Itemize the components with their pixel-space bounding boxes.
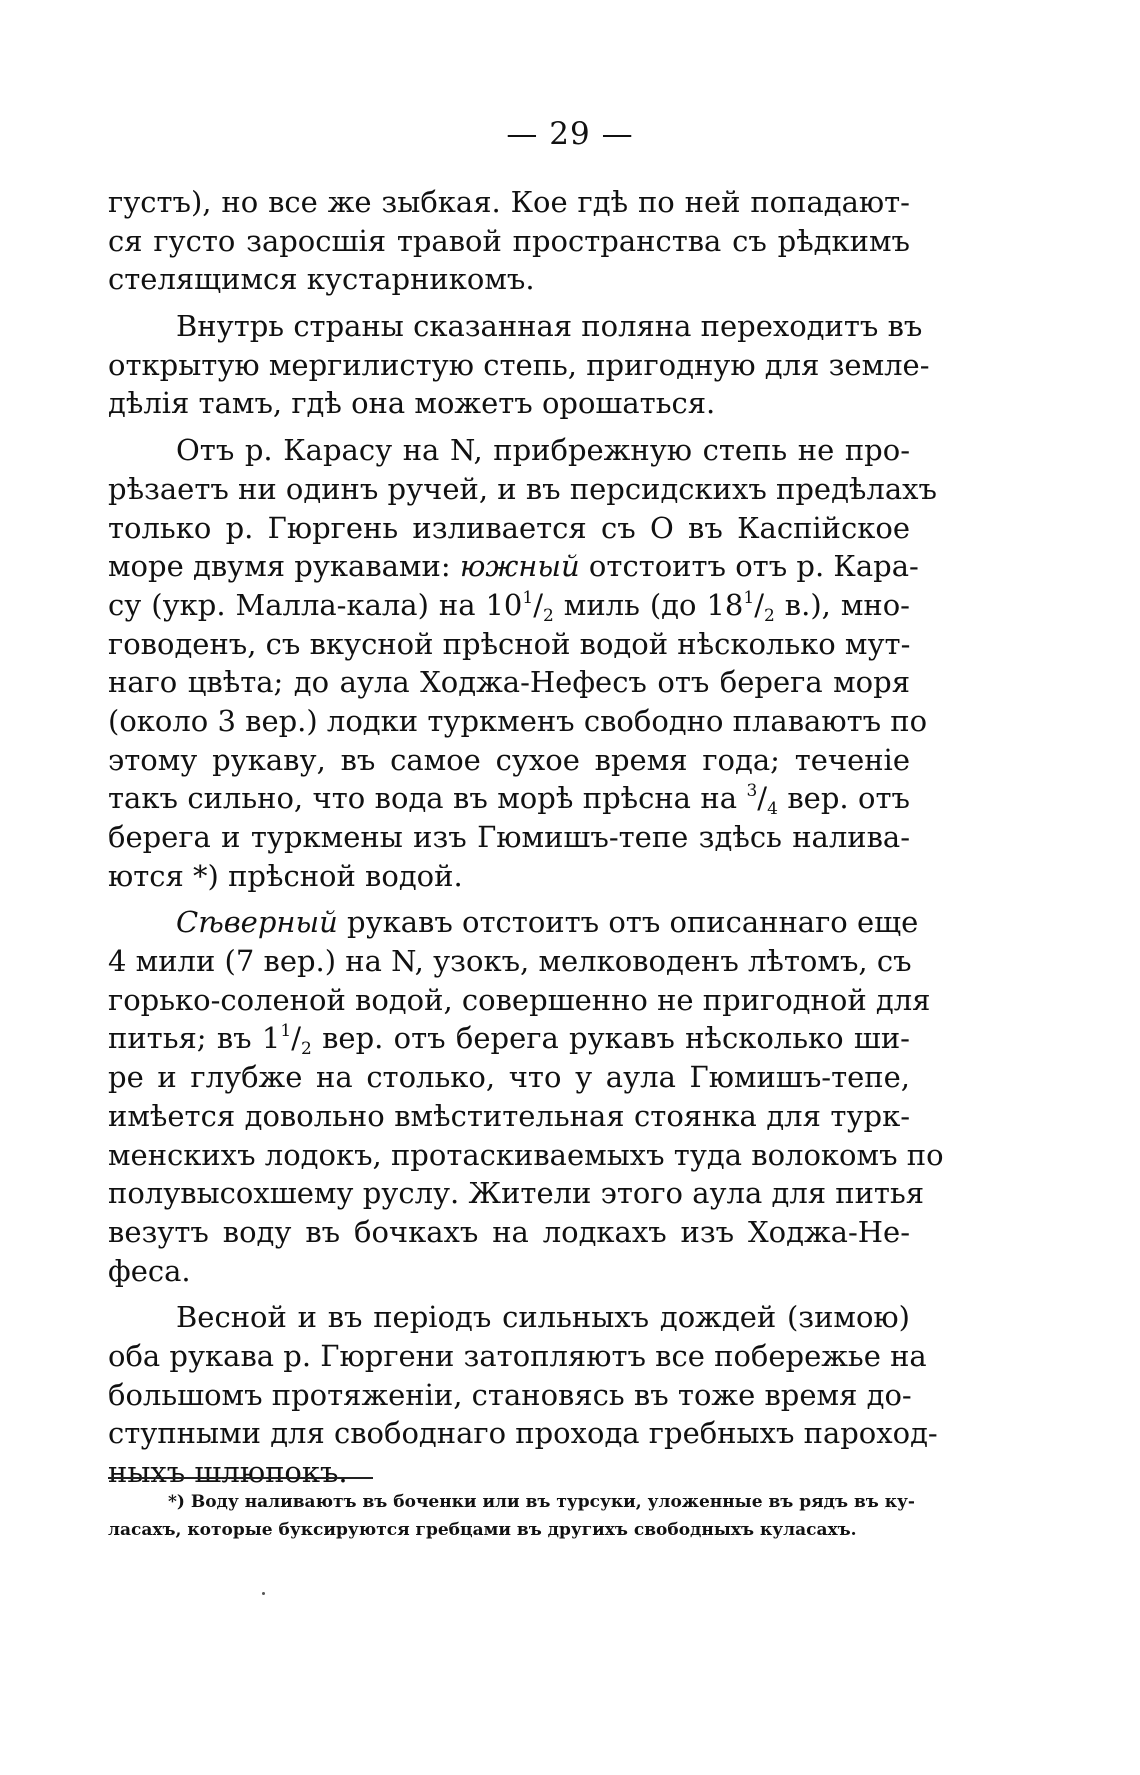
text-line: говоденъ, съ вкусной прѣсной водой нѣсколько мут- <box>108 626 911 661</box>
text-line <box>108 1019 910 1058</box>
text-line <box>108 779 910 818</box>
text-line: ются *) прѣсной водой. <box>108 858 463 893</box>
text-line: этому рукаву, въ самое сухое время года; теченіе <box>108 742 910 777</box>
fraction-denominator: 2 <box>763 605 775 626</box>
text-line: наго цвѣта; до аула Ходжа-Нефесъ отъ берега моря <box>108 665 910 700</box>
paragraph-start-line: Отъ р. Карасу на N, прибрежную степь не про- <box>176 433 910 468</box>
text-segment: рукавъ отстоитъ отъ описаннаго еще <box>337 905 919 940</box>
text-line: менскихъ лодокъ, протаскиваемыхъ туда волокомъ по <box>108 1137 944 1172</box>
fraction-slash: / <box>757 781 768 816</box>
fraction-numerator: 1 <box>743 587 755 608</box>
footnote-line: ласахъ, которые буксируются гребцами въ другихъ свободныхъ куласахъ. <box>108 1520 857 1540</box>
text-line <box>108 586 910 625</box>
text-line: 4 мили (7 вер.) на N, узокъ, мелководенъ лѣтомъ, съ <box>108 944 912 979</box>
text-segment: в.), мно- <box>774 587 910 622</box>
italic-term-south: южный <box>459 549 580 584</box>
text-line: дѣлія тамъ, гдѣ она можетъ орошаться. <box>108 386 716 421</box>
fraction-denominator: 2 <box>542 605 554 626</box>
page-number: — 29 — <box>506 116 634 152</box>
fraction-numerator: 1 <box>522 587 534 608</box>
text-line: густъ), но все же зыбкая. Кое гдѣ по ней попадают- <box>108 185 910 219</box>
text-line: феса. <box>108 1253 191 1288</box>
footnote-divider <box>108 1477 373 1479</box>
text-line: берега и туркмены изъ Гюмишъ-тепе здѣсь налива- <box>108 820 910 854</box>
footnote <box>108 1488 915 1544</box>
text-line: (около 3 вер.) лодки туркменъ свободно плаваютъ по <box>108 703 928 738</box>
paragraph-start-line: Внутрь страны сказанная поляна переходитъ въ <box>176 309 923 344</box>
paragraph-start-line <box>108 903 919 942</box>
text-line: ре и глубже на столько, что у аула Гюмишъ-тепе, <box>108 1060 910 1095</box>
fraction-numerator: 3 <box>746 781 758 802</box>
text-line: горько-соленой водой, совершенно не пригодной для <box>108 982 931 1017</box>
text-line: стелящимся кустарникомъ. <box>108 262 535 297</box>
text-line: везутъ воду въ бочкахъ на лодкахъ изъ Ходжа-Не- <box>108 1214 910 1249</box>
fraction-slash: / <box>754 587 764 622</box>
fraction-denominator: 2 <box>300 1039 312 1060</box>
text-segment: вер. отъ берега рукавъ нѣсколько ши- <box>311 1021 910 1056</box>
text-line <box>108 547 919 586</box>
fraction-numerator: 1 <box>280 1021 292 1042</box>
text-segment: су (укр. Малла-кала) на 10 <box>108 587 523 622</box>
paragraph-start-line: Весной и въ періодъ сильныхъ дождей (зимою) <box>176 1300 910 1335</box>
text-segment: миль (до 18 <box>553 587 744 622</box>
text-line: большомъ протяженіи, становясь въ тоже время до- <box>108 1377 912 1412</box>
main-text <box>108 183 944 1492</box>
text-segment: отстоитъ отъ р. Кара- <box>579 549 919 584</box>
text-line: полувысохшему руслу. Жители этого аула для питья <box>108 1176 925 1211</box>
text-line: имѣется довольно вмѣстительная стоянка для турк- <box>108 1098 910 1133</box>
text-line: открытую мергилистую степь, пригодную для земле- <box>108 347 930 382</box>
text-line: только р. Гюргень изливается съ О въ Каспійское <box>108 510 910 545</box>
text-line: оба рукава р. Гюргени затопляютъ все побережье на <box>108 1338 927 1373</box>
text-segment: море двумя рукавами: <box>108 549 460 584</box>
text-line: ныхъ шлюпокъ. <box>108 1455 348 1489</box>
print-speck <box>262 1592 265 1595</box>
text-line: ся густо заросшія травой пространства съ рѣдкимъ <box>108 223 910 258</box>
italic-term-north: Сѣверный <box>176 905 338 940</box>
text-line: рѣзаетъ ни одинъ ручей, и въ персидскихъ предѣлахъ <box>108 471 937 506</box>
fraction-slash: / <box>291 1021 301 1056</box>
text-segment: такъ сильно, что вода въ морѣ прѣсна на <box>108 781 747 816</box>
fraction-slash: / <box>533 587 543 622</box>
text-segment: вер. отъ <box>777 781 910 816</box>
fraction-denominator: 4 <box>767 799 778 820</box>
text-segment: питья; въ 1 <box>108 1021 281 1056</box>
footnote-line: *) Воду наливаютъ въ боченки или въ турсуки, уложенные въ рядъ въ ку- <box>168 1492 915 1512</box>
text-line: ступными для свободнаго прохода гребныхъ пароход- <box>108 1416 938 1451</box>
